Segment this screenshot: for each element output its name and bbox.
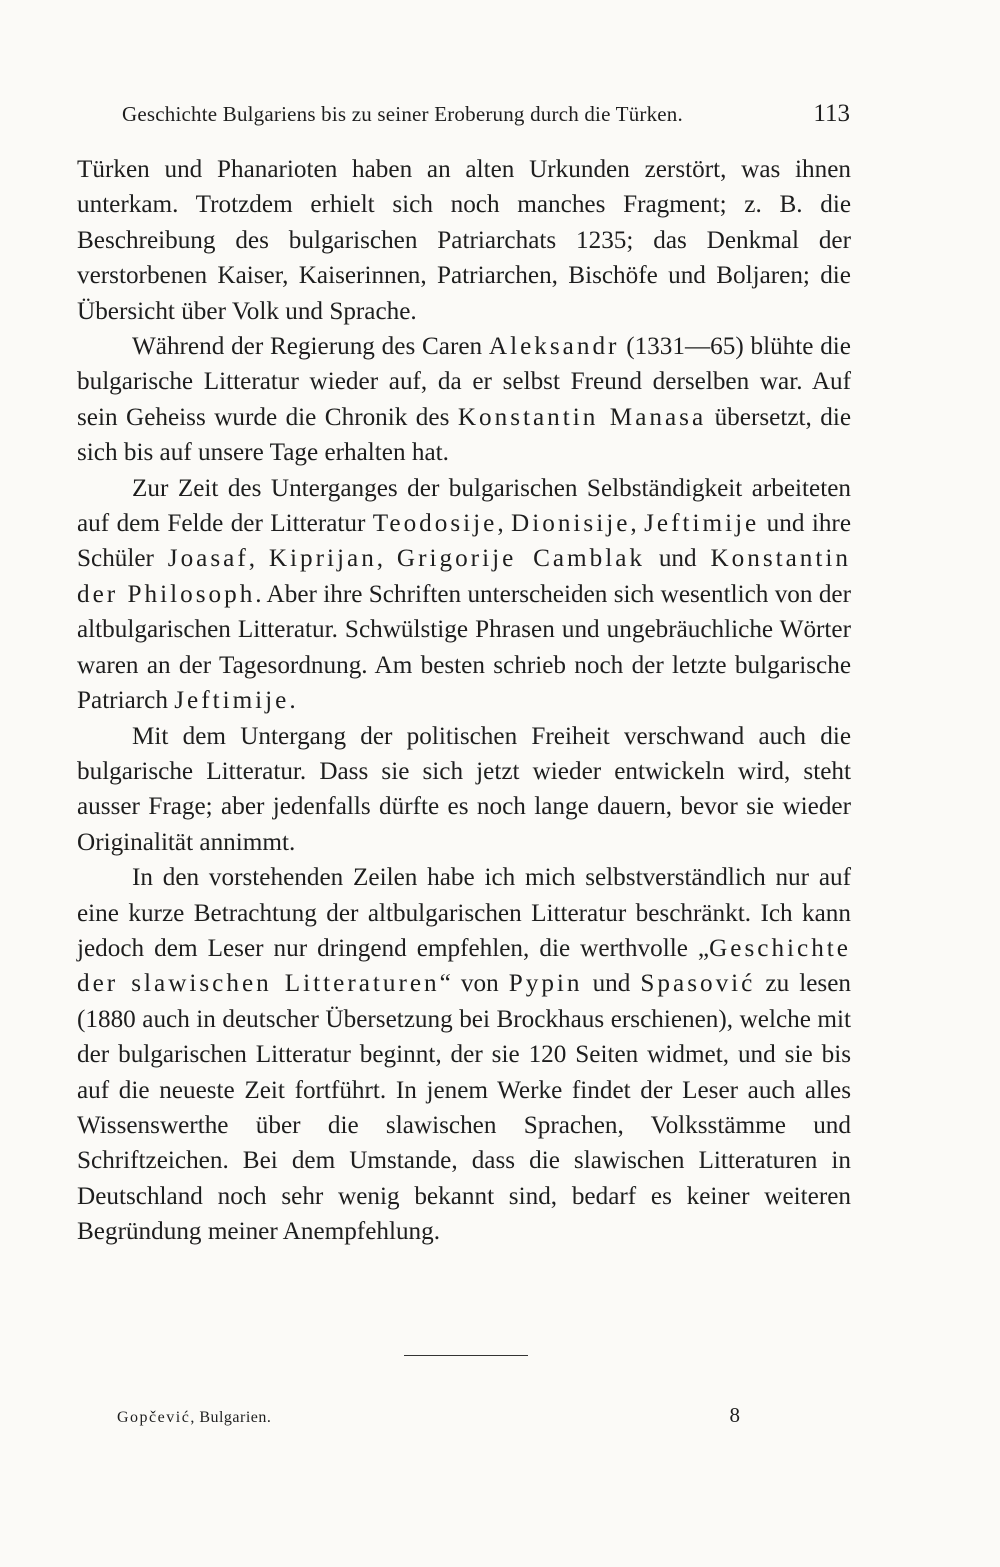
text-run: , bbox=[497, 510, 512, 538]
text-run: In den vorstehenden Zeilen habe ich mich selbstverständlich nur auf eine kurze Betrachtung der altbulgarischen Litteratur beschränkt. Ich kann jedoch dem Leser nur dringend empfehlen, die werthvolle „ bbox=[77, 864, 851, 962]
spaced-name: Pypin bbox=[508, 970, 583, 998]
paragraph bbox=[77, 860, 851, 1249]
spaced-name: Geschichte der slawischen Litteraturen bbox=[77, 934, 851, 998]
text-run: und bbox=[582, 970, 641, 998]
text-run: zu lesen (1880 auch in deutscher Übersetzung bei Brockhaus erschienen), welche mit der bulgarischen Litteratur beginnt, der sie 120 Seiten widmet, und sie bis auf die neueste Zeit fortführt. In jenem Werke findet der Leser auch alles Wissenswerthe über die slawischen Sprachen, Volksstämme und Schriftzeichen. Bei dem Umstande, dass die slawischen Litteraturen in Deutschland noch sehr wenig bekannt sind, bedarf es keiner weiteren Begründung meiner Anempfehlung. bbox=[77, 970, 851, 1246]
text-run: Während der Regierung des Caren bbox=[132, 333, 489, 361]
text-run: , bbox=[630, 510, 645, 538]
spaced-name: Dionisije bbox=[511, 510, 631, 538]
running-title: Geschichte Bulgariens bis zu seiner Eroberung durch die Türken. bbox=[122, 102, 683, 126]
text-run: . Aber ihre Schriften unterscheiden sich wesentlich von der altbulgarischen Litteratur. Schwülstige Phrasen und ungebräuchliche Wörter waren an der Tagesordnung. Am besten schrieb noch der letzte bulgarische Patriarch bbox=[77, 580, 851, 715]
running-header bbox=[122, 100, 850, 128]
spaced-name: Aleksandr bbox=[488, 333, 620, 361]
paragraph bbox=[77, 471, 851, 719]
page-footer bbox=[117, 1403, 740, 1428]
text-run: Zur Zeit des Unterganges der bulgarischen Selbständigkeit arbeiteten auf dem Felde der Litteratur bbox=[77, 474, 851, 538]
spaced-name: Jeftimije bbox=[644, 510, 760, 538]
signature-author: Gopčević bbox=[117, 1409, 191, 1426]
spaced-name: Kiprijan bbox=[268, 545, 377, 573]
text-run: Türken und Phanarioten haben an alten Urkunden zerstört, was ihnen unterkam. Trotzdem erhielt sich noch manches Fragment; z. B. die Beschreibung des bulgarischen Patriarchats 1235; das Denkmal der verstorbenen Kaiser, Kaiserinnen, Patriarchen, Bischöfe und Boljaren; die Übersicht über Volk und Sprache. bbox=[77, 156, 851, 325]
printer-signature bbox=[117, 1409, 271, 1427]
text-run: (1331—65) blühte die bulgarische Litteratur wieder auf, da er selbst Freund derselben war. Auf sein Geheiss wurde die Chronik des bbox=[77, 333, 851, 431]
spaced-name: Joasaf bbox=[167, 545, 249, 573]
text-run: , bbox=[376, 545, 397, 573]
sheet-number: 8 bbox=[729, 1403, 740, 1427]
text-run: übersetzt, die sich bis auf unsere Tage erhalten hat. bbox=[77, 403, 852, 467]
spaced-name: Teodosije bbox=[372, 510, 498, 538]
spaced-name: Grigorije Camblak bbox=[396, 545, 646, 573]
text-run: Mit dem Untergang der politischen Freiheit verschwand auch die bulgarische Litteratur. Dass sie sich jetzt wieder entwickeln wird, steht ausser Frage; aber jedenfalls dürfte es noch lange dauern, bevor sie wieder Originalität annimmt. bbox=[77, 722, 851, 856]
spaced-name: Konstantin der Philosoph bbox=[77, 545, 851, 608]
paragraph bbox=[77, 719, 851, 861]
body-text bbox=[77, 152, 851, 1250]
text-run: und bbox=[645, 545, 711, 573]
section-divider bbox=[404, 1355, 528, 1356]
spaced-name: Spasović bbox=[640, 970, 756, 998]
text-run: , bbox=[248, 545, 269, 573]
text-run: und ihre Schüler bbox=[77, 510, 851, 573]
paragraph bbox=[77, 329, 851, 471]
text-run: . bbox=[289, 687, 296, 715]
signature-title: , Bulgarien. bbox=[190, 1409, 272, 1426]
text-run: “ von bbox=[439, 970, 509, 998]
paragraph bbox=[77, 152, 851, 329]
page-number: 113 bbox=[813, 100, 850, 127]
spaced-name: Konstantin Manasa bbox=[457, 403, 707, 431]
spaced-name: Jeftimije bbox=[174, 687, 290, 715]
